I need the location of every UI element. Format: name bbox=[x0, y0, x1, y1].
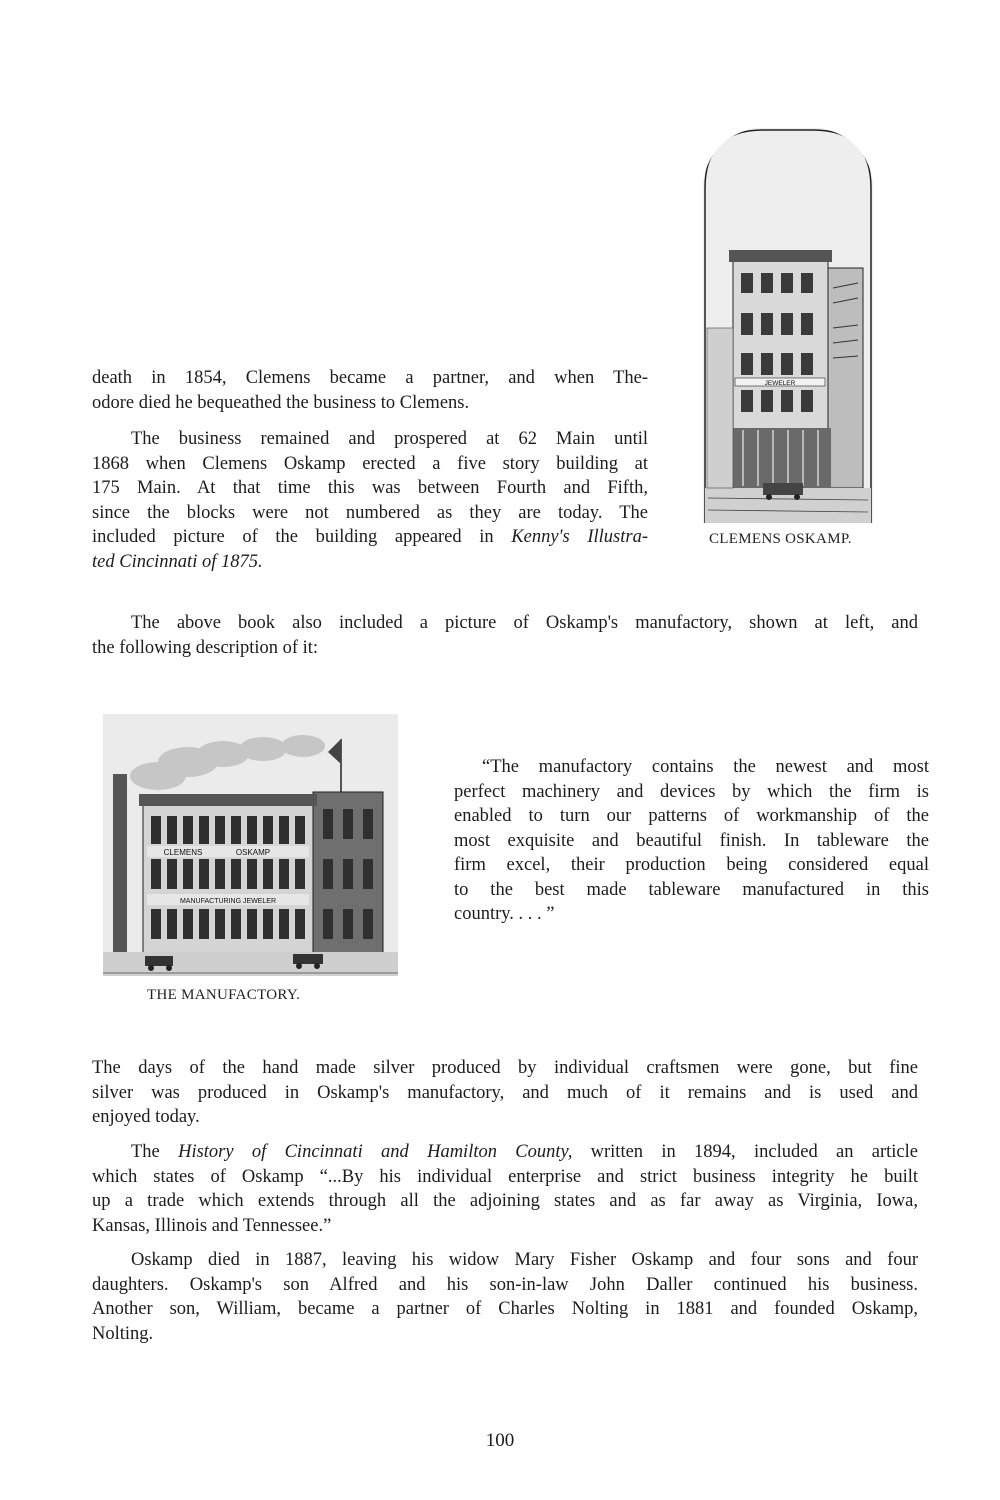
page-number: 100 bbox=[485, 1430, 515, 1451]
paragraph-5 bbox=[92, 1140, 918, 1238]
manufactory-illustration bbox=[103, 714, 398, 976]
text-line bbox=[92, 525, 648, 550]
paragraph-1 bbox=[92, 366, 648, 415]
text-line: 1868 when Clemens Oskamp erected a five story building at bbox=[92, 453, 648, 474]
paragraph-3 bbox=[92, 611, 918, 660]
text-line: Another son, William, became a partner of Charles Nolting in 1881 and founded Oskamp, bbox=[92, 1299, 918, 1319]
paragraph-2 bbox=[92, 427, 648, 574]
text-line: since the blocks were not numbered as they are today. The bbox=[92, 502, 648, 523]
text-line: daughters. Oskamp's son Alfred and his son-in-law John Daller continued his business. bbox=[92, 1274, 918, 1295]
manufactory-sign-jeweler: MANUFACTURING JEWELER bbox=[179, 898, 277, 905]
text-line bbox=[92, 1140, 918, 1165]
paragraph-4 bbox=[92, 1056, 918, 1130]
quote-line: country. . . . ” bbox=[454, 904, 555, 924]
text-line: Kansas, Illinois and Tennessee.” bbox=[92, 1215, 332, 1236]
text-line: 175 Main. At that time this was between Fourth and Fifth, bbox=[92, 478, 648, 498]
quote-line: perfect machinery and devices by which the firm is bbox=[454, 781, 929, 802]
book-title-italic: History of Cincinnati and Hamilton County, bbox=[178, 1142, 573, 1162]
text-line: the following description of it: bbox=[92, 637, 319, 658]
building-caption: CLEMENS OSKAMP. bbox=[709, 531, 852, 547]
text-run: written in 1894, included an article bbox=[572, 1142, 918, 1162]
manufactory-sign-oskamp: OSKAMP bbox=[235, 848, 271, 857]
clemens-oskamp-building-illustration bbox=[703, 128, 873, 523]
quote-line: enabled to turn our patterns of workmanship of the bbox=[454, 806, 929, 826]
text-line: which states of Oskamp “...By his individual enterprise and strict business integrity he built bbox=[92, 1166, 918, 1187]
text-line: The above book also included a picture of Oskamp's manufactory, shown at left, and bbox=[131, 613, 918, 633]
paragraph-6 bbox=[92, 1248, 918, 1346]
text-line: The days of the hand made silver produced by individual craftsmen were gone, but fine bbox=[92, 1058, 918, 1078]
text-run: included picture of the building appeared in bbox=[92, 527, 512, 547]
quote-line: firm excel, their production being considered equal bbox=[454, 855, 929, 875]
text-line: enjoyed today. bbox=[92, 1107, 200, 1127]
text-line: death in 1854, Clemens became a partner, and when The- bbox=[92, 368, 648, 388]
text-line: Nolting. bbox=[92, 1323, 154, 1344]
text-line bbox=[92, 550, 648, 575]
text-line: The business remained and prospered at 62 Main until bbox=[131, 429, 648, 449]
book-title-italic: ted Cincinnati of 1875. bbox=[92, 551, 263, 572]
quote-line: most exquisite and beautiful finish. In tableware the bbox=[454, 830, 929, 851]
text-line: Oskamp died in 1887, leaving his widow Mary Fisher Oskamp and four sons and four bbox=[131, 1250, 918, 1270]
text-line: silver was produced in Oskamp's manufactory, and much of it remains and is used and bbox=[92, 1082, 918, 1103]
text-line: up a trade which extends through all the adjoining states and as far away as Virginia, Iowa, bbox=[92, 1191, 918, 1211]
quote-line: “The manufactory contains the newest and most bbox=[482, 757, 929, 777]
book-title-italic: Kenny's Illustra- bbox=[511, 527, 648, 547]
text-line: odore died he bequeathed the business to Clemens. bbox=[92, 392, 470, 413]
building-sign-jeweler: JEWELER bbox=[764, 380, 796, 387]
text-run: The bbox=[131, 1142, 179, 1162]
quote-line: to the best made tableware manufactured in this bbox=[454, 879, 929, 900]
manufactory-sign-clemens: CLEMENS bbox=[163, 848, 203, 857]
quote-block bbox=[454, 755, 929, 927]
manufactory-caption: THE MANUFACTORY. bbox=[147, 987, 301, 1003]
